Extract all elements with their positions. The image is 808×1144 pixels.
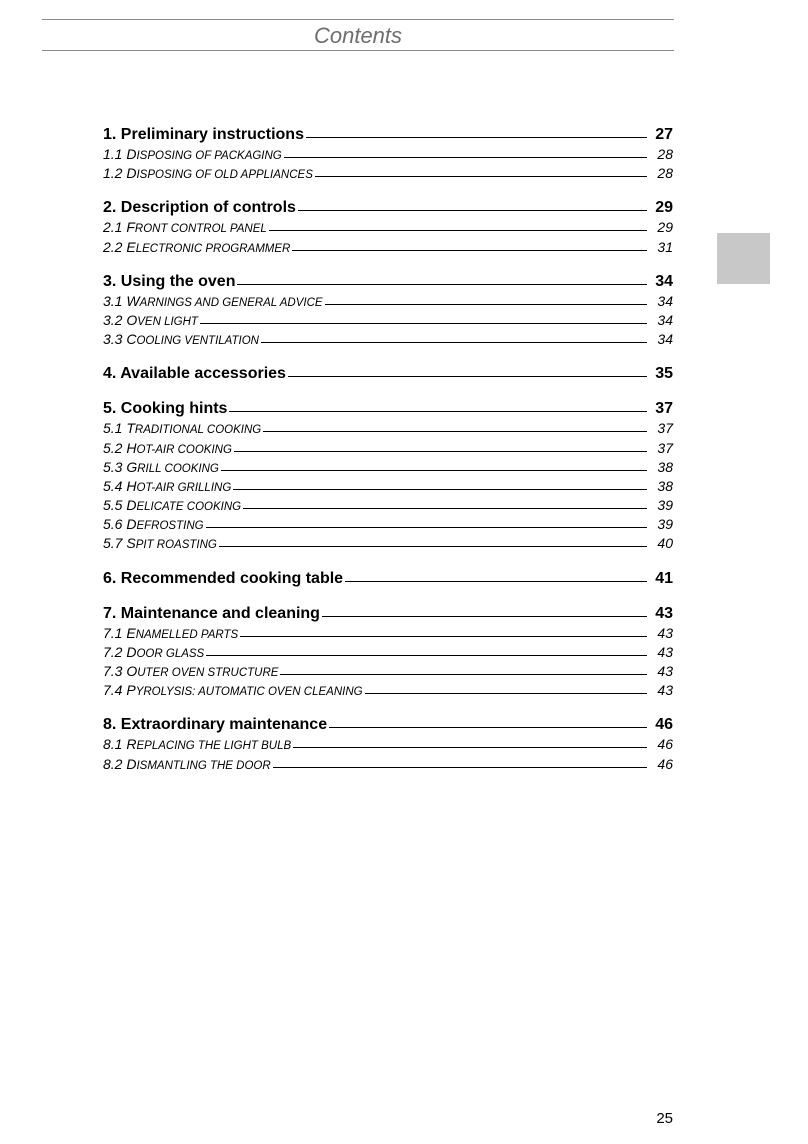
toc-subsection-row[interactable] xyxy=(103,663,673,682)
toc-subsection-title: RADITIONAL COOKING xyxy=(134,424,262,437)
toc-subsection-initial: R xyxy=(126,736,137,753)
toc-leader-line xyxy=(306,137,647,138)
toc-subsection-number: 5.1 xyxy=(103,420,123,437)
toc-section xyxy=(103,365,673,385)
toc-chapter-label xyxy=(103,716,327,734)
toc-subsection-number: 1.1 xyxy=(103,146,123,162)
toc-leader-line xyxy=(280,674,647,675)
toc-subsection-initial: S xyxy=(126,535,136,552)
toc-chapter-label xyxy=(103,199,296,217)
toc-subsection-label xyxy=(103,146,282,162)
toc-subsection-row[interactable] xyxy=(103,682,673,701)
toc-chapter-title: Available accessories xyxy=(120,365,286,383)
toc-subsection-title: ISPOSING OF OLD APPLIANCES xyxy=(136,169,313,182)
toc-subsection-initial: D xyxy=(126,146,137,162)
toc-subsection-initial: O xyxy=(126,311,138,328)
toc-subsection-row[interactable] xyxy=(103,165,673,184)
toc-subsection-row[interactable] xyxy=(103,331,673,350)
toc-section xyxy=(103,716,673,774)
toc-subsection-row[interactable] xyxy=(103,146,673,165)
page-number: 25 xyxy=(656,1110,673,1127)
toc-subsection-row[interactable] xyxy=(103,756,673,775)
toc-page-number: 39 xyxy=(657,497,673,514)
toc-subsection-title: NAMELLED PARTS xyxy=(135,628,239,641)
toc-subsection-title: LECTRONIC PROGRAMMER xyxy=(135,242,291,255)
toc-subsection-row[interactable] xyxy=(103,535,673,554)
toc-leader-line xyxy=(240,636,647,637)
toc-subsection-title: OT-AIR COOKING xyxy=(136,443,232,456)
toc-leader-line xyxy=(229,411,647,412)
toc-subsection-title: OOR GLASS xyxy=(136,647,205,660)
toc-subsection-title: ISMANTLING THE DOOR xyxy=(136,759,271,772)
toc-leader-line xyxy=(284,157,647,158)
toc-subsection-initial: E xyxy=(126,624,136,641)
toc-subsection-row[interactable] xyxy=(103,219,673,238)
toc-chapter-number: 4. xyxy=(103,365,117,383)
toc-chapter-title: Recommended cooking table xyxy=(120,569,344,587)
toc-chapter-row[interactable] xyxy=(103,716,673,736)
toc-subsection-number: 3.1 xyxy=(103,292,123,309)
toc-subsection-initial: C xyxy=(126,331,137,348)
toc-subsection-label xyxy=(103,331,259,347)
toc-leader-line xyxy=(221,470,647,471)
toc-subsection-label xyxy=(103,644,204,660)
toc-page-number: 43 xyxy=(657,663,673,679)
toc-subsection-title: ELICATE COOKING xyxy=(136,501,242,514)
toc-leader-line xyxy=(219,546,647,547)
toc-chapter-label xyxy=(103,400,227,418)
toc-subsection-initial: D xyxy=(126,165,137,182)
toc-section xyxy=(103,199,673,257)
toc-subsection-row[interactable] xyxy=(103,478,673,497)
toc-subsection-label xyxy=(103,478,231,494)
toc-chapter-label xyxy=(103,605,320,623)
toc-leader-line xyxy=(273,767,647,768)
toc-subsection-title: EFROSTING xyxy=(136,520,204,533)
toc-leader-line xyxy=(365,693,647,694)
toc-subsection-number: 5.2 xyxy=(103,439,123,456)
toc-subsection-label xyxy=(103,165,313,181)
toc-subsection-row[interactable] xyxy=(103,625,673,644)
toc-subsection-row[interactable] xyxy=(103,736,673,755)
toc-section xyxy=(103,126,673,184)
toc-leader-line xyxy=(269,230,647,231)
toc-subsection-label xyxy=(103,312,198,328)
toc-chapter-row[interactable] xyxy=(103,365,673,385)
toc-page-number: 46 xyxy=(655,716,673,734)
toc-leader-line xyxy=(288,376,647,377)
toc-leader-line xyxy=(263,431,647,432)
toc-section xyxy=(103,570,673,590)
toc-subsection-label xyxy=(103,516,204,532)
toc-page-number: 46 xyxy=(657,755,673,772)
toc-subsection-number: 8.1 xyxy=(103,736,123,753)
toc-subsection-row[interactable] xyxy=(103,644,673,663)
toc-chapter-number: 2. xyxy=(103,199,117,217)
toc-page-number: 35 xyxy=(655,365,673,383)
toc-subsection-title: ISPOSING OF PACKAGING xyxy=(136,150,282,162)
toc-subsection-label xyxy=(103,293,323,309)
toc-page-number: 41 xyxy=(655,569,673,587)
toc-chapter-number: 6. xyxy=(103,569,117,587)
toc-subsection-label xyxy=(103,682,363,698)
toc-subsection-title: PIT ROASTING xyxy=(135,539,217,552)
toc-leader-line xyxy=(322,616,647,617)
toc-subsection-number: 7.2 xyxy=(103,643,123,660)
toc-chapter-number: 3. xyxy=(103,272,117,290)
toc-leader-line xyxy=(243,508,647,509)
toc-chapter-label xyxy=(103,365,286,383)
toc-subsection-label xyxy=(103,756,271,772)
toc-subsection-row[interactable] xyxy=(103,516,673,535)
toc-chapter-number: 8. xyxy=(103,716,117,734)
toc-subsection-initial: F xyxy=(126,219,135,236)
table-of-contents xyxy=(103,126,673,790)
toc-page-number: 28 xyxy=(657,146,673,162)
toc-subsection-number: 1.2 xyxy=(103,165,123,182)
toc-subsection-number: 2.1 xyxy=(103,219,123,236)
toc-leader-line xyxy=(206,655,647,656)
toc-leader-line xyxy=(293,747,647,748)
toc-page-number: 31 xyxy=(657,238,673,255)
toc-subsection-number: 7.4 xyxy=(103,682,123,699)
toc-page-number: 34 xyxy=(655,272,673,290)
toc-subsection-row[interactable] xyxy=(103,239,673,258)
page-title: Contents xyxy=(313,23,403,48)
toc-page-number: 37 xyxy=(655,400,673,418)
toc-page-number: 43 xyxy=(655,604,673,622)
toc-page-number: 37 xyxy=(657,420,673,437)
toc-section xyxy=(103,605,673,702)
toc-page-number: 40 xyxy=(657,535,673,552)
toc-subsection-number: 5.3 xyxy=(103,458,123,475)
toc-subsection-initial: P xyxy=(126,682,136,699)
toc-subsection-initial: W xyxy=(126,292,140,309)
toc-leader-line xyxy=(237,284,647,285)
toc-chapter-title: Using the oven xyxy=(120,272,236,290)
toc-subsection-label xyxy=(103,497,241,513)
toc-subsection-title: YROLYSIS: AUTOMATIC OVEN CLEANING xyxy=(135,686,363,699)
toc-leader-line xyxy=(261,342,647,343)
toc-chapter-number: 7. xyxy=(103,604,117,622)
toc-chapter-number: 5. xyxy=(103,400,117,418)
toc-subsection-title: RONT CONTROL PANEL xyxy=(134,223,267,236)
toc-subsection-initial: E xyxy=(126,238,136,255)
header-bar xyxy=(42,19,674,51)
toc-chapter-title: Extraordinary maintenance xyxy=(120,716,328,734)
toc-section xyxy=(103,273,673,351)
toc-chapter-row[interactable] xyxy=(103,605,673,625)
toc-subsection-initial: D xyxy=(126,516,137,533)
toc-subsection-label xyxy=(103,625,238,641)
toc-page-number: 37 xyxy=(657,439,673,456)
toc-subsection-label xyxy=(103,440,232,456)
toc-chapter-row[interactable] xyxy=(103,126,673,146)
toc-section xyxy=(103,400,673,554)
toc-subsection-row[interactable] xyxy=(103,497,673,516)
toc-page-number: 29 xyxy=(655,199,673,217)
toc-subsection-initial: D xyxy=(126,497,137,514)
toc-page-number: 34 xyxy=(657,331,673,348)
toc-subsection-label xyxy=(103,459,219,475)
toc-subsection-number: 5.6 xyxy=(103,516,123,533)
toc-chapter-row[interactable] xyxy=(103,400,673,420)
toc-page-number: 38 xyxy=(657,458,673,475)
toc-subsection-initial: D xyxy=(126,643,137,660)
toc-leader-line xyxy=(315,176,647,177)
toc-subsection-initial: H xyxy=(126,477,137,494)
toc-page-number: 29 xyxy=(657,219,673,236)
toc-page-number: 43 xyxy=(657,643,673,660)
toc-page-number: 43 xyxy=(657,624,673,641)
toc-chapter-title: Maintenance and cleaning xyxy=(120,604,320,622)
toc-subsection-number: 5.5 xyxy=(103,497,123,514)
toc-subsection-title: RILL COOKING xyxy=(137,462,219,475)
toc-subsection-number: 3.2 xyxy=(103,311,123,328)
toc-subsection-initial: H xyxy=(126,439,137,456)
toc-chapter-row[interactable] xyxy=(103,199,673,219)
toc-subsection-number: 7.1 xyxy=(103,624,123,641)
toc-subsection-initial: D xyxy=(126,755,137,772)
toc-leader-line xyxy=(292,250,647,251)
toc-subsection-title: VEN LIGHT xyxy=(137,315,198,328)
toc-subsection-title: OOLING VENTILATION xyxy=(136,335,259,348)
toc-subsection-label xyxy=(103,239,290,255)
toc-subsection-title: UTER OVEN STRUCTURE xyxy=(137,667,279,679)
toc-chapter-label xyxy=(103,273,235,291)
toc-page-number: 38 xyxy=(657,477,673,494)
toc-page-number: 27 xyxy=(655,126,673,143)
toc-subsection-title: ARNINGS AND GENERAL ADVICE xyxy=(139,296,323,309)
toc-subsection-number: 2.2 xyxy=(103,238,123,255)
toc-subsection-row[interactable] xyxy=(103,459,673,478)
toc-chapter-row[interactable] xyxy=(103,273,673,293)
toc-page-number: 39 xyxy=(657,516,673,533)
toc-page-number: 28 xyxy=(657,165,673,182)
toc-page-number: 34 xyxy=(657,311,673,328)
toc-page-number: 46 xyxy=(657,736,673,753)
toc-leader-line xyxy=(345,581,647,582)
toc-subsection-label xyxy=(103,736,291,752)
side-tab-marker xyxy=(717,233,770,284)
toc-chapter-label xyxy=(103,570,343,588)
toc-subsection-number: 5.7 xyxy=(103,535,123,552)
toc-subsection-number: 3.3 xyxy=(103,331,123,348)
toc-chapter-label xyxy=(103,126,304,144)
toc-subsection-number: 8.2 xyxy=(103,755,123,772)
toc-chapter-row[interactable] xyxy=(103,570,673,590)
toc-leader-line xyxy=(206,527,647,528)
toc-leader-line xyxy=(329,727,647,728)
toc-subsection-title: EPLACING THE LIGHT BULB xyxy=(136,740,292,753)
toc-subsection-row[interactable] xyxy=(103,312,673,331)
toc-subsection-initial: O xyxy=(126,663,138,679)
toc-leader-line xyxy=(233,489,647,490)
toc-subsection-title: OT-AIR GRILLING xyxy=(136,481,232,494)
toc-subsection-label xyxy=(103,535,217,551)
toc-leader-line xyxy=(298,210,647,211)
toc-leader-line xyxy=(325,304,647,305)
toc-subsection-row[interactable] xyxy=(103,293,673,312)
toc-subsection-number: 7.3 xyxy=(103,663,123,679)
toc-subsection-row[interactable] xyxy=(103,420,673,439)
toc-page-number: 34 xyxy=(657,292,673,309)
toc-leader-line xyxy=(200,323,647,324)
toc-chapter-title: Cooking hints xyxy=(120,400,228,418)
toc-subsection-label xyxy=(103,663,278,679)
toc-chapter-title: Preliminary instructions xyxy=(120,126,304,143)
toc-page-number: 43 xyxy=(657,682,673,699)
toc-leader-line xyxy=(234,451,647,452)
toc-subsection-initial: G xyxy=(126,458,138,475)
toc-subsection-label xyxy=(103,219,267,235)
toc-subsection-number: 5.4 xyxy=(103,477,123,494)
toc-subsection-row[interactable] xyxy=(103,440,673,459)
toc-subsection-initial: T xyxy=(126,420,135,437)
toc-chapter-number: 1. xyxy=(103,126,117,143)
toc-subsection-label xyxy=(103,420,261,436)
toc-chapter-title: Description of controls xyxy=(120,199,296,217)
